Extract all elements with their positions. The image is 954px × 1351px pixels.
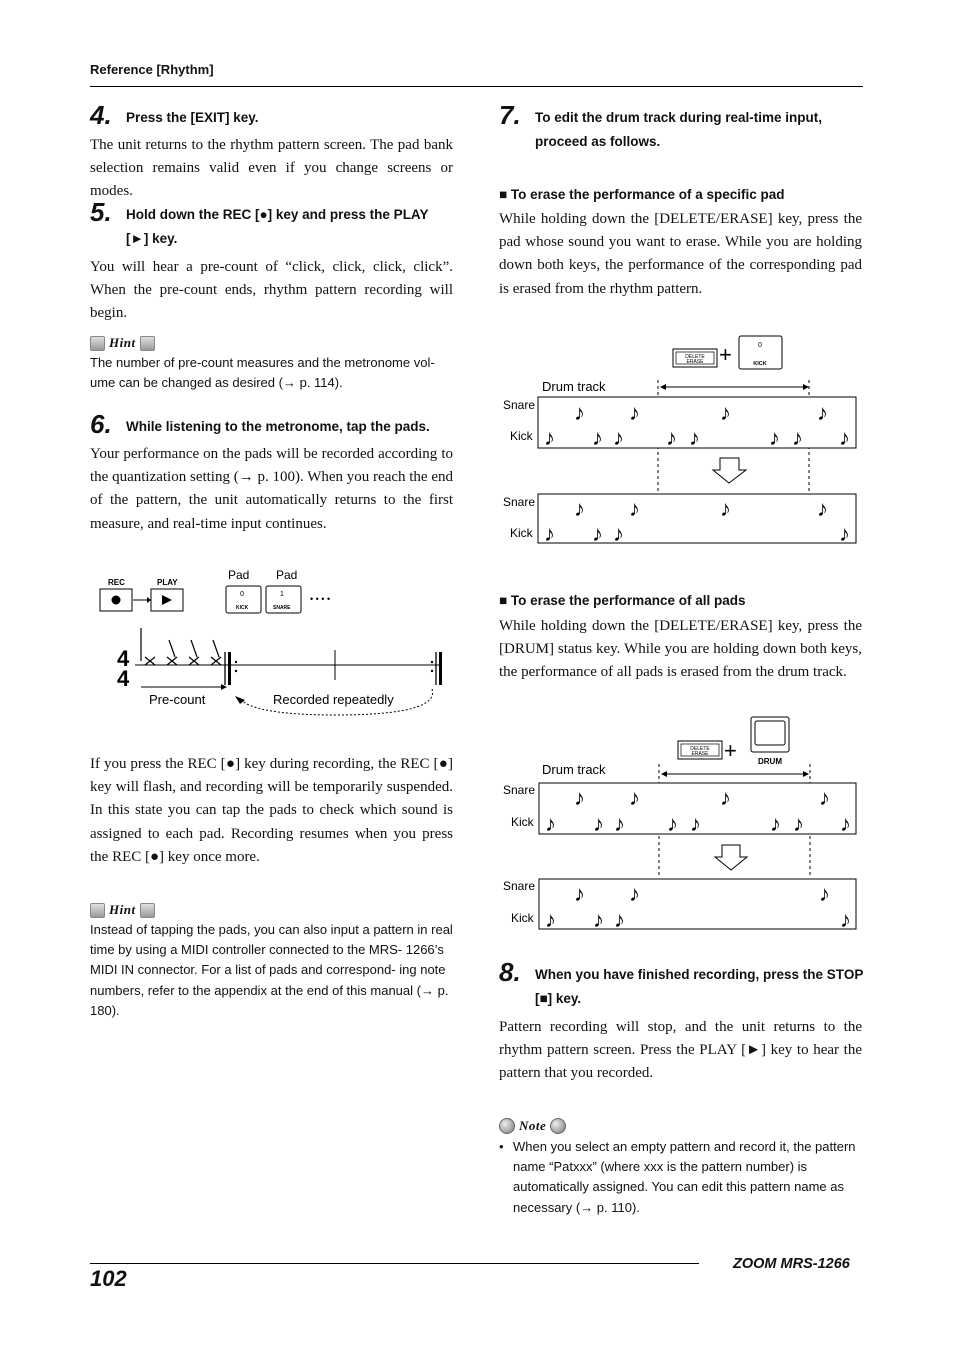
footer-title: ZOOM MRS-1266 — [733, 1256, 850, 1272]
erase-all-figure — [499, 712, 864, 937]
hint-badge-1: Hint — [90, 335, 155, 351]
svg-text:Snare: Snare — [503, 879, 536, 893]
step-5-body: You will hear a pre-count of “click, click, click, click”. When the pre-count ends, rhythm pattern recording will begin. — [90, 259, 453, 322]
step-8-title: When you have finished recording, press the STOP [■] key. — [535, 967, 864, 1006]
rec-label: REC — [108, 578, 125, 587]
footer-rule — [90, 1263, 699, 1264]
pad-label-2: Pad — [276, 568, 298, 582]
svg-text:♪: ♪ — [769, 425, 780, 450]
hint-2-text: Instead of tapping the pads, you can also input a pattern in real time by using a MIDI controller connected to the MRS- 1266’s MIDI IN connector. For a list of pads and correspond- ing note numbers, refer to the appendix at the end of this manual (→ p. 180). — [90, 922, 453, 1018]
step-4-title: Press the [EXIT] key. — [126, 110, 259, 125]
svg-text:Snare: Snare — [503, 783, 536, 797]
svg-text:♪: ♪ — [613, 521, 624, 546]
hint-badge-2: Hint — [90, 902, 155, 918]
svg-text:♪: ♪ — [592, 521, 603, 546]
svg-text:♪: ♪ — [770, 811, 781, 836]
svg-text:♪: ♪ — [720, 400, 731, 425]
step-6-title: While listening to the metronome, tap the pads. — [126, 419, 430, 434]
svg-text:♪: ♪ — [819, 785, 830, 810]
step-8-number: 8. — [499, 957, 521, 987]
svg-text:♪: ♪ — [839, 521, 850, 546]
svg-text:♪: ♪ — [817, 400, 828, 425]
step-7-title: To edit the drum track during real-time input, proceed as follows. — [535, 110, 823, 149]
svg-text:♪: ♪ — [574, 785, 585, 810]
svg-text:Kick: Kick — [511, 815, 534, 829]
step-4-body: The unit returns to the rhythm pattern screen. The pad bank selection remains valid even if you change screens or modes. — [90, 137, 453, 200]
erase-all-body: While holding down the [DELETE/ERASE] key, press the [DRUM] status key. While you are holding down both keys, the performance of all pads is erased from the drum track. — [499, 618, 862, 681]
svg-text:♪: ♪ — [614, 811, 625, 836]
time-sig-bottom: 4 — [117, 666, 130, 691]
svg-text:♪: ♪ — [629, 785, 640, 810]
svg-text:DELETE: DELETE — [685, 354, 705, 360]
note-badge: Note — [499, 1118, 566, 1134]
svg-text:♪: ♪ — [817, 496, 828, 521]
recording-figure — [95, 565, 455, 720]
svg-text:♪: ♪ — [545, 907, 556, 932]
erase-all-heading: ■ To erase the performance of all pads — [499, 593, 746, 608]
step-6-after-body: If you press the REC [●] key during recording, the REC [●] key will flash, and recording will be temporarily suspended. In this state you can tap the pads to check which sound is assigned to each pad. Recording resumes when you press the REC [●] key once more. — [90, 756, 453, 865]
svg-text:♪: ♪ — [667, 811, 678, 836]
svg-text:♪: ♪ — [720, 496, 731, 521]
note-bullet: • — [499, 1139, 504, 1154]
precount-clicks — [141, 628, 221, 665]
note-text: When you select an empty pattern and record it, the pattern name “Patxxx” (where xxx is the pattern number) is automatically assigned. You can edit this pattern name as necessary (→ p. 110). — [513, 1139, 856, 1215]
step-4-number: 4. — [90, 100, 112, 130]
svg-text:Snare: Snare — [503, 495, 536, 509]
svg-text:♪: ♪ — [840, 907, 851, 932]
svg-text:♪: ♪ — [574, 496, 585, 521]
ellipsis-dots: • • • • — [310, 594, 331, 604]
svg-text:ERASE: ERASE — [691, 751, 709, 757]
svg-text:♪: ♪ — [792, 425, 803, 450]
svg-text:0: 0 — [240, 591, 244, 598]
recorded-repeatedly-label: Recorded repeatedly — [273, 692, 394, 707]
step-8-body: Pattern recording will stop, and the unit returns to the rhythm pattern screen. Press the PLAY [►] key to hear the pattern that you recorded. — [499, 1019, 862, 1082]
step-6-body: Your performance on the pads will be recorded according to the quantization setting (→ p. 100). When you reach the end of the pattern, the unit automatically returns to the first measure, and real-time input continues. — [90, 446, 453, 532]
svg-text:DELETE: DELETE — [690, 746, 710, 752]
header-rule — [90, 86, 863, 87]
rec-dot-icon — [112, 596, 121, 605]
svg-text:♪: ♪ — [593, 907, 604, 932]
svg-text:♪: ♪ — [574, 400, 585, 425]
svg-text:Kick: Kick — [511, 911, 534, 925]
svg-text:KICK: KICK — [753, 361, 767, 367]
play-label: PLAY — [157, 578, 178, 587]
step-6-number: 6. — [90, 409, 112, 439]
svg-text:♪: ♪ — [544, 521, 555, 546]
svg-text:♪: ♪ — [720, 785, 731, 810]
svg-text:Kick: Kick — [510, 429, 533, 443]
drum-track-label: Drum track — [542, 762, 606, 777]
time-sig-top: 4 — [117, 646, 130, 671]
svg-text:♪: ♪ — [613, 425, 624, 450]
svg-text:DRUM: DRUM — [758, 757, 782, 766]
svg-text:♪: ♪ — [574, 881, 585, 906]
hint-1-text: The number of pre-count measures and the metronome vol- ume can be changed as desired (→ p. 114). — [90, 355, 435, 391]
plus-sign: + — [724, 738, 737, 763]
svg-text:SNARE: SNARE — [273, 605, 291, 611]
svg-text:♪: ♪ — [793, 811, 804, 836]
svg-text:♪: ♪ — [629, 400, 640, 425]
svg-text:Snare: Snare — [503, 398, 536, 412]
svg-text:0: 0 — [758, 342, 762, 349]
step-7-number: 7. — [499, 100, 521, 130]
erase-pad-figure — [499, 330, 864, 555]
svg-text:♪: ♪ — [666, 425, 677, 450]
page-number: 102 — [90, 1266, 127, 1291]
svg-text:♪: ♪ — [840, 811, 851, 836]
svg-text:Kick: Kick — [510, 526, 533, 540]
svg-text:ERASE: ERASE — [686, 359, 704, 365]
plus-sign: + — [719, 342, 732, 367]
svg-text:1: 1 — [280, 591, 284, 598]
svg-text:♪: ♪ — [545, 811, 556, 836]
down-arrow-icon — [713, 458, 746, 483]
svg-text:♪: ♪ — [614, 907, 625, 932]
precount-label: Pre-count — [149, 692, 206, 707]
svg-text:♪: ♪ — [592, 425, 603, 450]
step-5-title: Hold down the REC [●] key and press the PLAY [►] key. — [126, 207, 429, 246]
down-arrow-icon — [715, 845, 747, 870]
svg-text:KICK: KICK — [236, 605, 249, 611]
running-header: Reference [Rhythm] — [90, 62, 214, 77]
svg-text:♪: ♪ — [629, 881, 640, 906]
step-5-number: 5. — [90, 197, 112, 227]
drum-track-label: Drum track — [542, 379, 606, 394]
erase-specific-heading: ■ To erase the performance of a specific pad — [499, 187, 785, 202]
erase-specific-body: While holding down the [DELETE/ERASE] key, press the pad whose sound you want to erase. While you are holding down both keys, the performance of the corresponding pad is erased from the rhythm pattern. — [499, 211, 862, 297]
svg-text:♪: ♪ — [629, 496, 640, 521]
svg-text:♪: ♪ — [544, 425, 555, 450]
pad-label-1: Pad — [228, 568, 250, 582]
svg-text:♪: ♪ — [839, 425, 850, 450]
svg-text:♪: ♪ — [689, 425, 700, 450]
arrow-icon — [147, 597, 151, 603]
svg-text:♪: ♪ — [593, 811, 604, 836]
svg-text:♪: ♪ — [690, 811, 701, 836]
svg-text:♪: ♪ — [819, 881, 830, 906]
